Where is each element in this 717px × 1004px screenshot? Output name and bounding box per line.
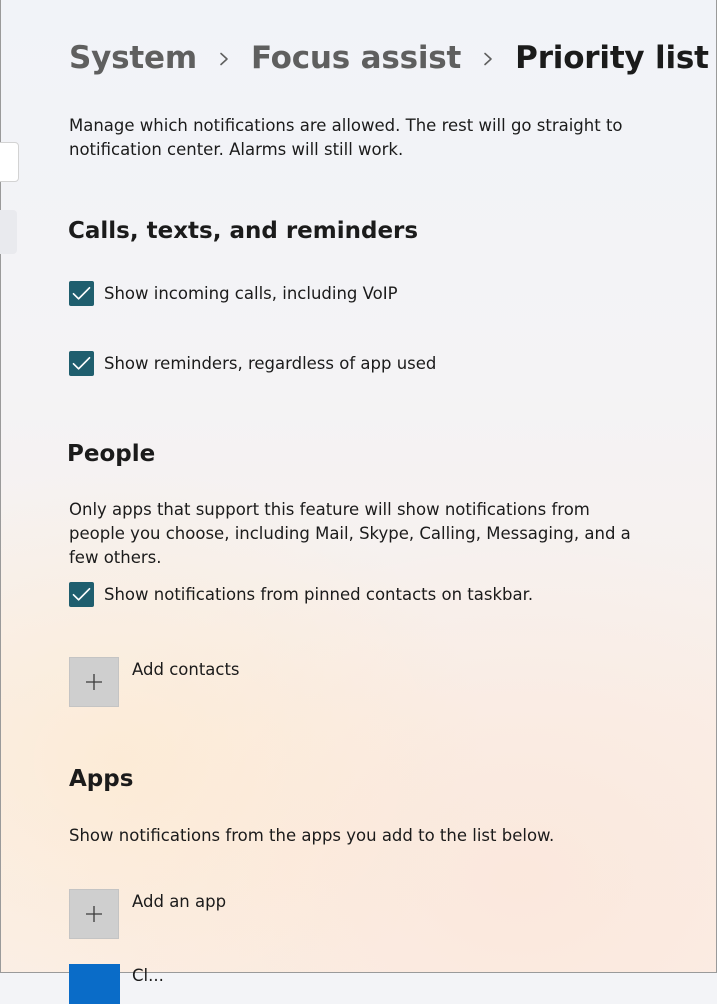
- pinned-contacts-label: Show notifications from pinned contacts on taskbar.: [104, 584, 534, 604]
- sidebar-selected-item-edge[interactable]: [0, 210, 17, 254]
- incoming-calls-checkbox-row[interactable]: [69, 280, 398, 306]
- plus-icon[interactable]: [69, 657, 119, 707]
- chevron-right-icon: [461, 49, 515, 68]
- apps-description: Show notifications from the apps you add to the list below.: [69, 826, 555, 845]
- add-app-label: Add an app: [132, 892, 227, 911]
- breadcrumb-system[interactable]: System: [69, 40, 197, 76]
- people-section-title: People: [67, 441, 156, 467]
- app-list-item-label[interactable]: Cl...: [132, 966, 164, 985]
- page-title: Priority list: [515, 40, 709, 76]
- add-contacts-label: Add contacts: [132, 660, 240, 679]
- checkmark-icon[interactable]: [69, 281, 94, 306]
- people-description: Only apps that support this feature will show notifications from people you choose, including Mail, Skype, Calling, Messaging, and a few others.: [69, 500, 631, 567]
- app-icon[interactable]: [69, 964, 120, 1004]
- add-contacts-button[interactable]: [69, 657, 240, 707]
- reminders-label: Show reminders, regardless of app used: [104, 353, 437, 373]
- plus-icon[interactable]: [69, 889, 119, 939]
- sidebar-search-input-edge[interactable]: [0, 142, 19, 182]
- breadcrumb-focus-assist[interactable]: Focus assist: [250, 40, 462, 76]
- add-app-button[interactable]: [69, 889, 226, 939]
- checkmark-icon[interactable]: [69, 351, 94, 376]
- page-description: Manage which notifications are allowed. The rest will go straight to notification center. Alarms will still work.: [69, 116, 623, 159]
- calls-section-title: Calls, texts, and reminders: [68, 218, 419, 244]
- apps-section-title: Apps: [69, 766, 134, 792]
- breadcrumb: [69, 36, 709, 80]
- checkmark-icon[interactable]: [69, 582, 94, 607]
- incoming-calls-label: Show incoming calls, including VoIP: [104, 283, 398, 303]
- reminders-checkbox-row[interactable]: [69, 350, 436, 376]
- chevron-right-icon: [197, 49, 251, 68]
- pinned-contacts-checkbox-row[interactable]: [69, 581, 533, 607]
